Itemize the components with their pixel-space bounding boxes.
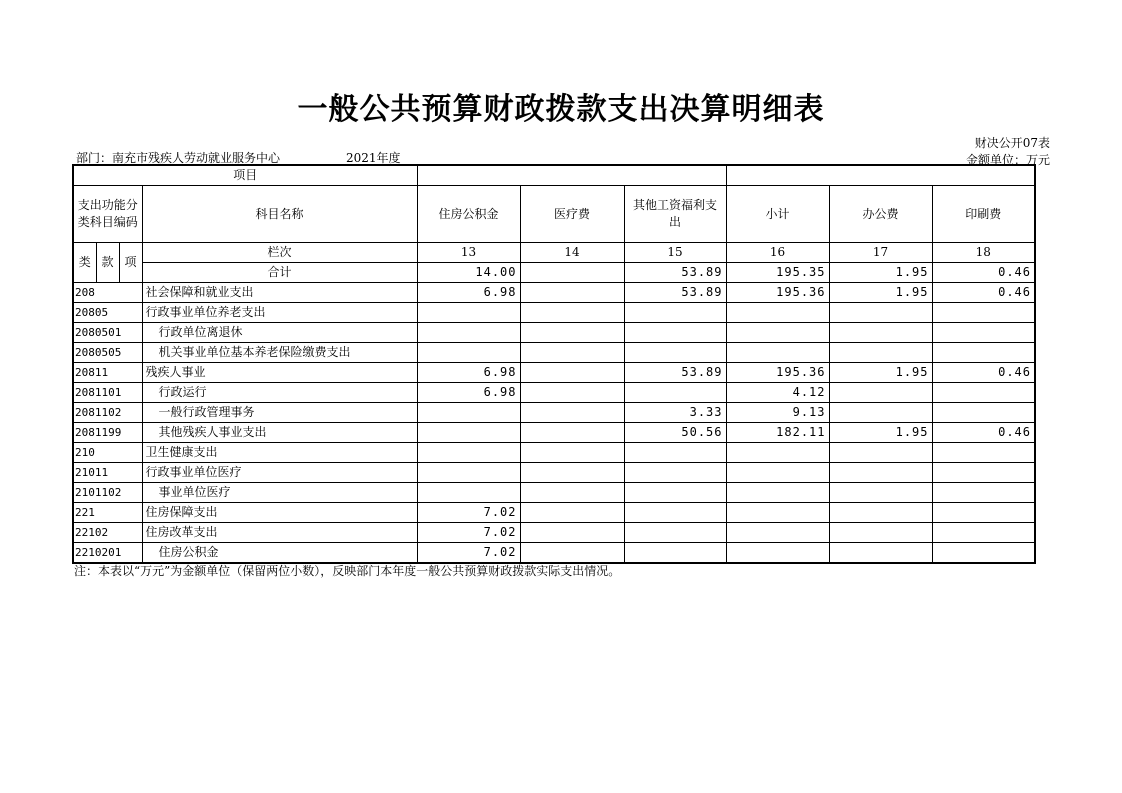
row-value: [520, 463, 624, 483]
col-header: 办公费: [829, 186, 932, 243]
form-number: 财决公开07表: [974, 136, 1050, 150]
table-row: [73, 383, 1035, 403]
row-value: [829, 443, 932, 463]
row-value: [829, 303, 932, 323]
row-value: [829, 543, 932, 564]
row-value: [520, 343, 624, 363]
row-value: [726, 543, 829, 564]
row-value: 1.95: [829, 283, 932, 303]
row-value: [417, 483, 520, 503]
row-value: [417, 423, 520, 443]
row-value: [624, 483, 726, 503]
row-code: 208: [73, 283, 142, 303]
col-number: 13: [417, 243, 520, 263]
col-header: 医疗费: [520, 186, 624, 243]
row-value: [417, 343, 520, 363]
row-value: [726, 303, 829, 323]
row-code: 20811: [73, 363, 142, 383]
row-value: [932, 303, 1035, 323]
row-code: 2081199: [73, 423, 142, 443]
row-value: [726, 463, 829, 483]
row-value: 9.13: [726, 403, 829, 423]
row-value: [520, 403, 624, 423]
total-cell: 14.00: [417, 263, 520, 283]
row-value: 6.98: [417, 363, 520, 383]
row-value: [624, 323, 726, 343]
col-header: 印刷费: [932, 186, 1035, 243]
subject-name-header: 科目名称: [142, 186, 417, 243]
col-number: 16: [726, 243, 829, 263]
row-value: 0.46: [932, 423, 1035, 443]
unit-label: 金额单位：万元: [965, 153, 1050, 167]
row-value: [417, 303, 520, 323]
func-code-header: 支出功能分类科目编码: [73, 186, 142, 243]
row-code: 20805: [73, 303, 142, 323]
xiang-header: 项: [119, 243, 142, 283]
row-code: 2080501: [73, 323, 142, 343]
table-row: [73, 323, 1035, 343]
row-value: [829, 523, 932, 543]
row-value: 182.11: [726, 423, 829, 443]
row-value: [417, 463, 520, 483]
row-value: 6.98: [417, 383, 520, 403]
row-value: [932, 403, 1035, 423]
row-value: 7.02: [417, 543, 520, 564]
row-value: 0.46: [932, 363, 1035, 383]
row-code: 2080505: [73, 343, 142, 363]
row-value: 195.36: [726, 283, 829, 303]
table-row: [73, 523, 1035, 543]
department-label: 部门：南充市残疾人劳动就业服务中心: [76, 151, 281, 165]
row-name: 事业单位医疗: [142, 483, 417, 503]
row-value: [520, 303, 624, 323]
row-value: [932, 443, 1035, 463]
row-value: 6.98: [417, 283, 520, 303]
row-value: 195.36: [726, 363, 829, 383]
col-number: 17: [829, 243, 932, 263]
row-value: [829, 403, 932, 423]
row-name: 住房保障支出: [142, 503, 417, 523]
total-cell: [520, 263, 624, 283]
row-value: [726, 323, 829, 343]
col-header: 其他工资福利支出: [624, 186, 726, 243]
row-value: [417, 323, 520, 343]
header-blank-left: [417, 165, 726, 186]
row-value: [932, 383, 1035, 403]
row-value: [726, 483, 829, 503]
row-value: [520, 383, 624, 403]
row-value: [829, 483, 932, 503]
row-name: 行政事业单位养老支出: [142, 303, 417, 323]
row-value: [829, 323, 932, 343]
row-value: [932, 323, 1035, 343]
row-name: 机关事业单位基本养老保险缴费支出: [142, 343, 417, 363]
row-value: [829, 503, 932, 523]
row-name: 住房公积金: [142, 543, 417, 564]
row-value: [520, 523, 624, 543]
row-value: [624, 463, 726, 483]
row-value: [520, 443, 624, 463]
total-cell: 1.95: [829, 263, 932, 283]
row-name: 一般行政管理事务: [142, 403, 417, 423]
page-title: 一般公共预算财政拨款支出决算明细表: [297, 92, 825, 127]
row-value: 53.89: [624, 363, 726, 383]
row-value: 1.95: [829, 423, 932, 443]
row-value: [624, 503, 726, 523]
row-value: [417, 443, 520, 463]
row-value: [624, 543, 726, 564]
row-name: 行政事业单位医疗: [142, 463, 417, 483]
row-code: 2081102: [73, 403, 142, 423]
row-value: [520, 503, 624, 523]
row-value: [829, 463, 932, 483]
row-code: 22102: [73, 523, 142, 543]
row-value: [520, 423, 624, 443]
col-header: 小计: [726, 186, 829, 243]
row-code: 2101102: [73, 483, 142, 503]
row-value: 7.02: [417, 503, 520, 523]
table-row: [73, 343, 1035, 363]
table-row: [73, 303, 1035, 323]
row-value: [520, 543, 624, 564]
header-blank-right: [726, 165, 1035, 186]
table-row: [73, 543, 1035, 564]
row-name: 行政运行: [142, 383, 417, 403]
lanci-label: 栏次: [142, 243, 417, 263]
row-code: 210: [73, 443, 142, 463]
row-value: [624, 443, 726, 463]
row-value: [932, 463, 1035, 483]
row-code: 2210201: [73, 543, 142, 564]
table-row: [73, 403, 1035, 423]
col-header: 住房公积金: [417, 186, 520, 243]
kuan-header: 款: [96, 243, 119, 283]
row-value: [932, 523, 1035, 543]
row-value: 7.02: [417, 523, 520, 543]
row-code: 221: [73, 503, 142, 523]
table-row: [73, 503, 1035, 523]
row-value: [726, 523, 829, 543]
col-number: 14: [520, 243, 624, 263]
row-value: [624, 303, 726, 323]
row-value: [932, 343, 1035, 363]
row-name: 其他残疾人事业支出: [142, 423, 417, 443]
row-value: [829, 383, 932, 403]
year-label: 2021年度: [346, 151, 401, 165]
row-value: 1.95: [829, 363, 932, 383]
col-number: 15: [624, 243, 726, 263]
row-value: [624, 343, 726, 363]
row-value: [520, 323, 624, 343]
table-row: [73, 283, 1035, 303]
table-row: [73, 463, 1035, 483]
row-name: 住房改革支出: [142, 523, 417, 543]
row-value: [726, 503, 829, 523]
row-code: 21011: [73, 463, 142, 483]
row-value: [520, 283, 624, 303]
total-cell: 53.89: [624, 263, 726, 283]
row-value: [829, 343, 932, 363]
row-value: [624, 383, 726, 403]
row-name: 社会保障和就业支出: [142, 283, 417, 303]
table-row: [73, 363, 1035, 383]
row-value: 50.56: [624, 423, 726, 443]
project-header: 项目: [73, 165, 417, 186]
row-value: [932, 483, 1035, 503]
total-label: 合计: [142, 263, 417, 283]
row-value: 53.89: [624, 283, 726, 303]
col-number: 18: [932, 243, 1035, 263]
row-value: [417, 403, 520, 423]
row-value: [624, 523, 726, 543]
total-cell: 195.35: [726, 263, 829, 283]
row-value: [726, 443, 829, 463]
total-cell: 0.46: [932, 263, 1035, 283]
row-value: [932, 503, 1035, 523]
row-name: 卫生健康支出: [142, 443, 417, 463]
row-value: 0.46: [932, 283, 1035, 303]
row-value: 3.33: [624, 403, 726, 423]
row-code: 2081101: [73, 383, 142, 403]
table-row: [73, 423, 1035, 443]
footnote: 注：本表以“万元”为金额单位（保留两位小数），反映部门本年度一般公共预算财政拨款实际支出情况。: [74, 564, 621, 578]
row-value: [520, 363, 624, 383]
row-name: 残疾人事业: [142, 363, 417, 383]
row-value: [726, 343, 829, 363]
row-value: 4.12: [726, 383, 829, 403]
table-row: [73, 443, 1035, 463]
row-value: [520, 483, 624, 503]
table-row: [73, 483, 1035, 503]
lei-header: 类: [73, 243, 96, 283]
row-value: [932, 543, 1035, 564]
row-name: 行政单位离退休: [142, 323, 417, 343]
expenditure-table: [72, 164, 1036, 564]
